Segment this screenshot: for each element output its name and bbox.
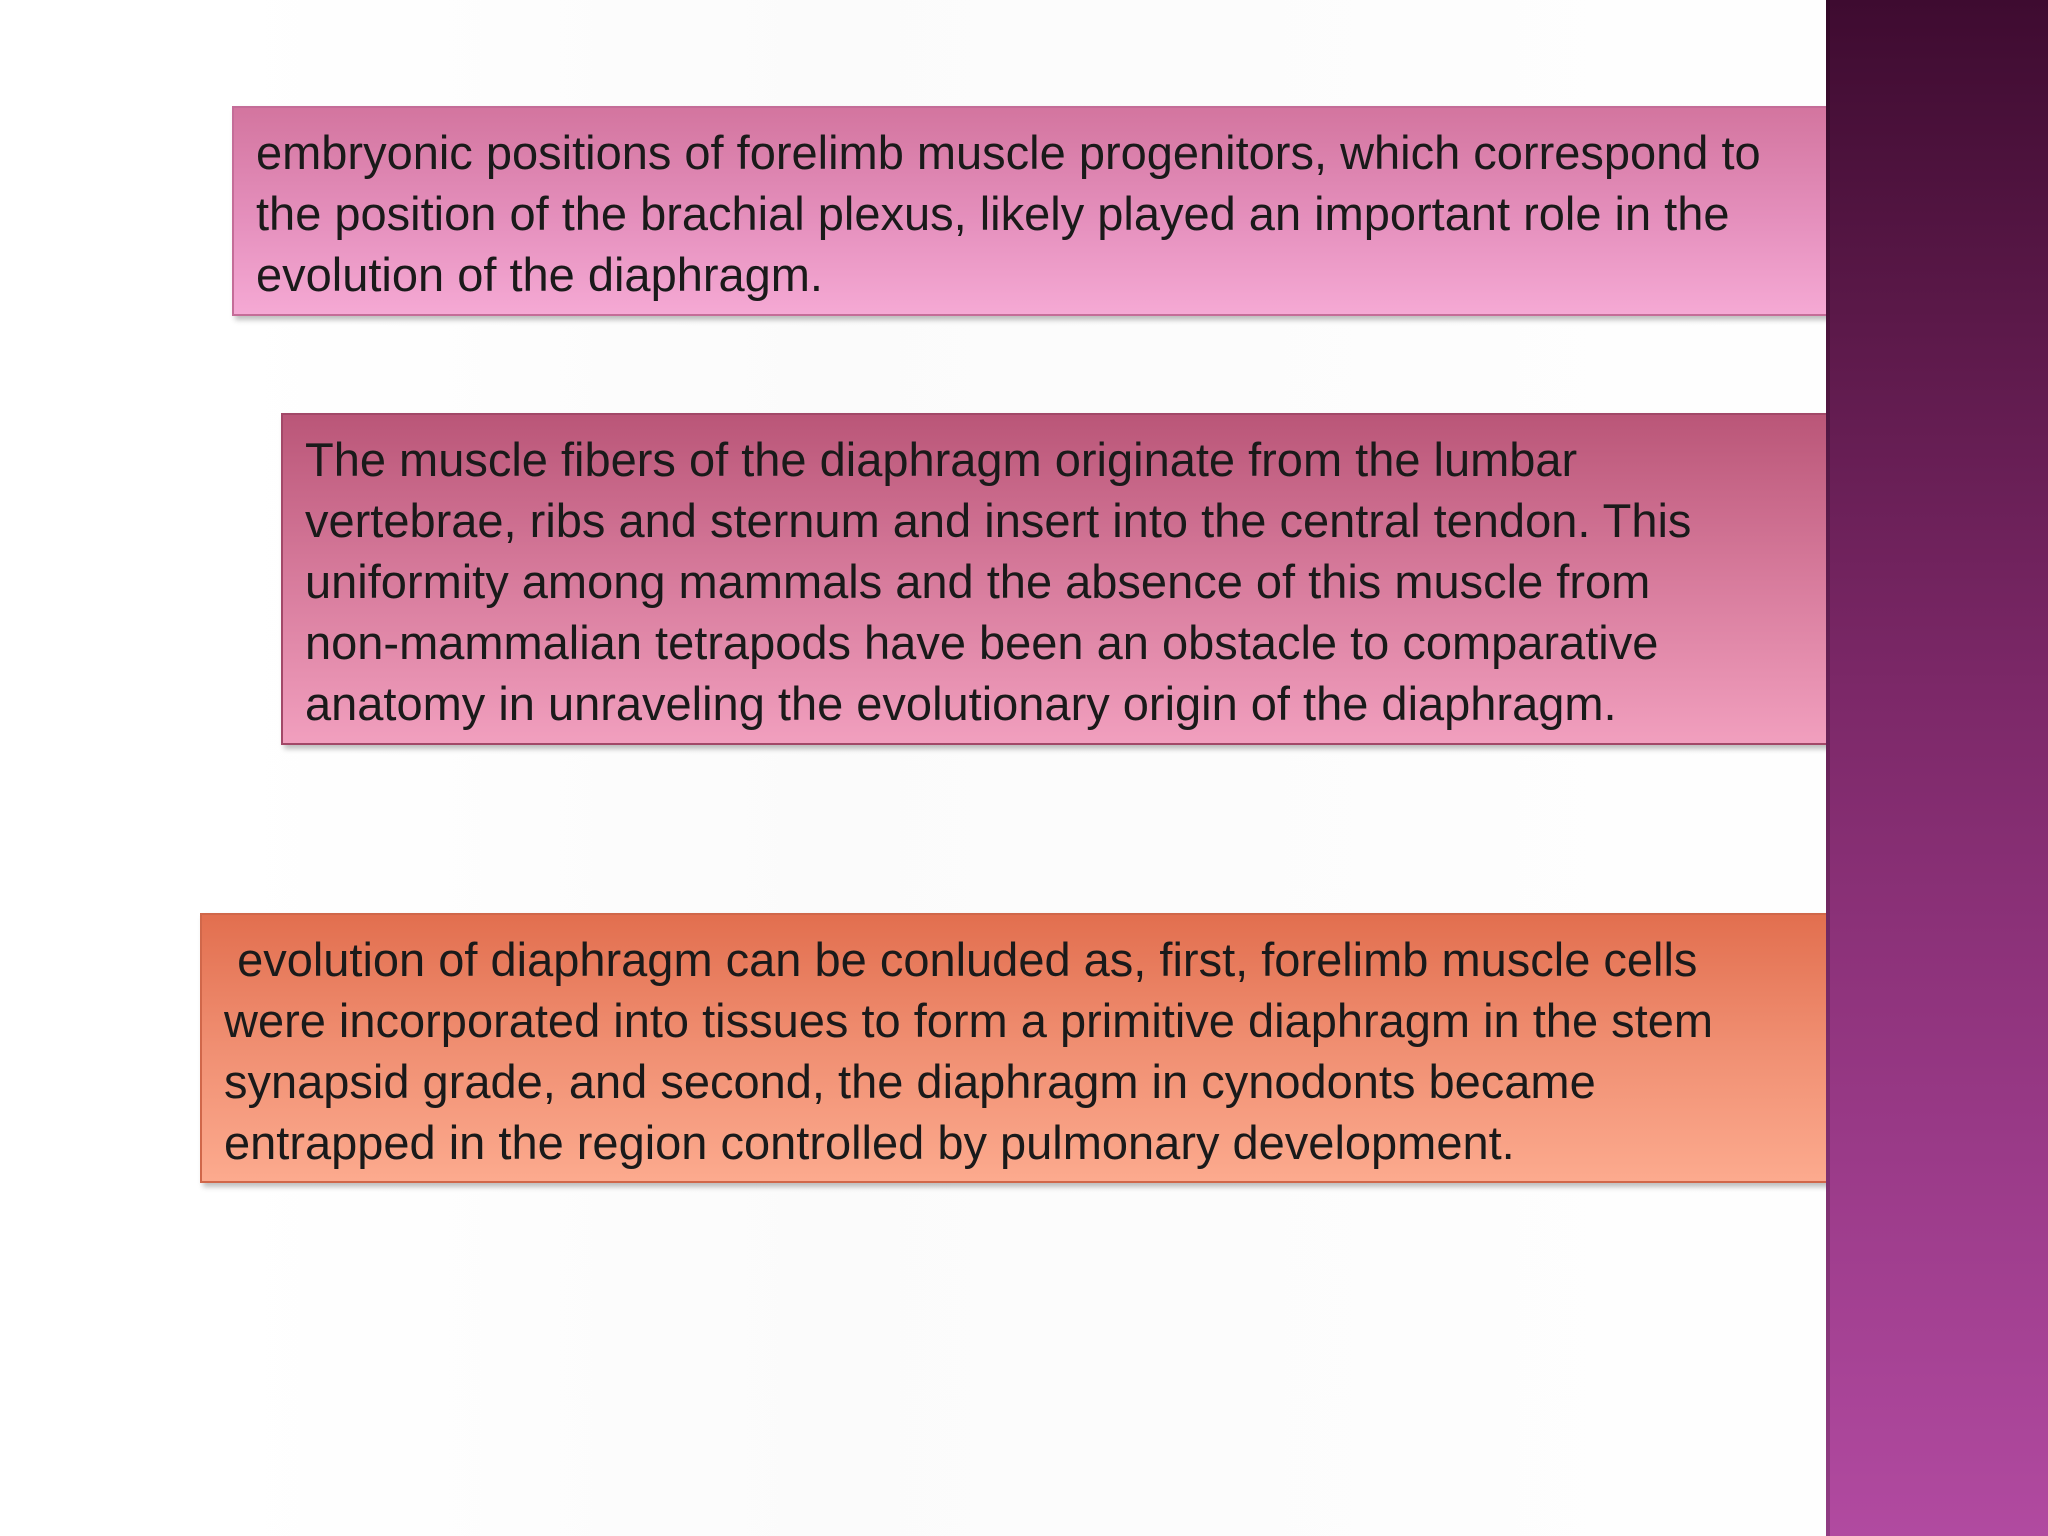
text-box-forelimb-progenitors-text: embryonic positions of forelimb muscle progenitors, which correspond to the position of the brachial plexus, likely played an important role in the evolution of the diaphragm. xyxy=(256,126,1761,301)
text-box-forelimb-progenitors xyxy=(232,106,1944,316)
side-bar-edge xyxy=(1826,0,1830,1536)
text-box-muscle-fibers-text: The muscle fibers of the diaphragm originate from the lumbar vertebrae, ribs and sternum and insert into the central tendon. This uniformity among mammals and the absence of this muscle from non-mammalian tetrapods have been an obstacle to comparative anatomy in unraveling the evolutionary origin of the diaphragm. xyxy=(305,433,1692,730)
decorative-side-bar xyxy=(1826,0,2048,1536)
text-box-muscle-fibers xyxy=(281,413,1859,745)
text-box-evolution-conclusion-text: evolution of diaphragm can be conluded as, first, forelimb muscle cells were incorporated into tissues to form a primitive diaphragm in the stem synapsid grade, and second, the diaphragm in cynodonts became entrapped in the region controlled by pulmonary development. xyxy=(224,933,1713,1169)
text-box-evolution-conclusion xyxy=(200,913,1912,1183)
